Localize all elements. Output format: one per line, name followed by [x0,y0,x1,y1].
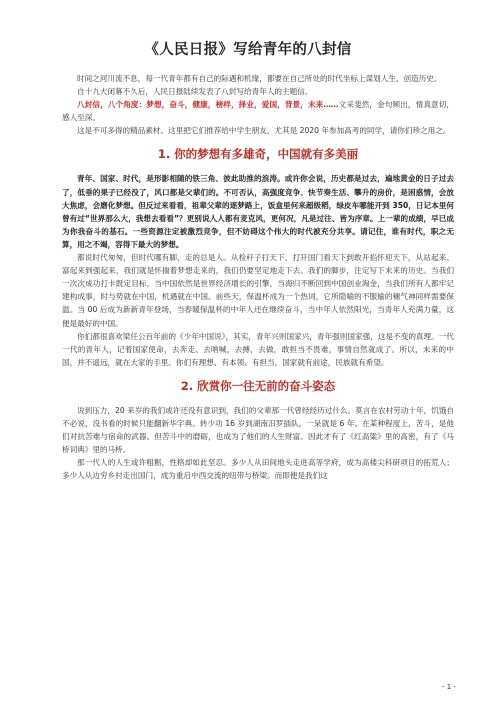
section-heading-2: 2. 欣赏你一往无前的奋斗姿态 [180,378,336,393]
section-2-paragraph-2: 那一代人的人生或许粗粝，性格却如此坚忍。多少人从田间地头走进高等学府，成为高楼尖科研项目的拓荒人；多少人从边穷乡村走出国门，成为重启中西交流的纽带与桥梁。而即便是我们这 [62,458,454,481]
highlight-paragraph [62,98,454,124]
document-body [62,72,454,482]
document-title: 《人民日报》写给青年的八封信 [144,42,352,58]
section-heading-1: 1. 你的梦想有多雄奇，中国就有多美丽 [157,147,359,162]
page-number: - 1 - [442,683,456,691]
intro-paragraph-2: 自十九大闭幕不久后，人民日报陆续发表了八封写给青年人的主题信。 [77,87,313,97]
intro-closing-paragraph: 这是不可多得的精品素材。这里把它们推荐给中学生朋友，尤其是 2020 年参加高考的同学，请你们珍之用之。 [77,126,451,136]
section-1-paragraph-1: 青年、国家、时代，是形影相随的铁三角、彼此助推的浪涛。或许你会说，历史都是过去，遍地黄金的日子过去了，低垂的果子已经没了，风口都是父辈们的。不可否认，高强度竞争、快节奏生活、攀升的房价，是困惑情，会放大焦虑，会磨化梦想。但反过来看看，祖辈父辈的逐梦路上，饭盒里何来超级稻，绿皮车哪能开到 350，日记本里何曾有过“世界那么大，我想去看看”？更别说人人都有麦克风，更何况，凡是过往、皆为序章。上一辈的成绩，早已成为你我奋斗的基石。一些资源注定被激烈竞争，但不妨碍这个伟大的时代被充分共享。请记住，谁有时代，职之无算，用之不竭，容得下最大的梦想。 [62,174,454,249]
highlight-red-text: 八封信，八个角度：梦想，奋斗，健康，榜样，择业，爱国，背景，未来…… [77,100,339,110]
intro-paragraph-1: 时间之河川流不息，每一代青年都有自己的际遇和机缘，都要在自己所处的时代坐标上谋划人生、创造历史。 [77,74,442,83]
section-1-paragraph-3: 你们都很喜欢梁任公百年前的《少年中国说》，其实，青年兴则国家兴，青年强则国家强，这是不变的真理。一代一代的青年人，记着国家使命，去奔走、去呐喊，去搏，去做，敢担当不畏难，事情自然就成了。所以，未来的中国，并不遥远，就在大家的手里。你们有理想、有本领、有担当，国家就有前途，民族就有希望。 [62,331,454,367]
highlight-rest-text: 文采斐然，金句频出，情真意切，感人至深。 [62,100,455,123]
section-2-paragraph-1: 说到压力，20 来岁的我们或许还没有意识到，我们的父辈那一代曾经经历过什么。莫言在农村劳动十年，饥饿自不必说，没书看的时候只能翻新华字典。转少功 16 岁到湖南汨罗插队，一呆就是 6 年。在某种程度上，苦斗，是他们对抗苦难与宿命的武器。但苦斗中的磨砺，也成为了他们的人生财富。因此才有了《红高粱》里的高密，有了《马桥词典》里的马桥。 [62,405,454,455]
section-1-paragraph-2: 都说时代匆匆，但时代哪有脚，走的总是人。从检秆子打天下、打开国门看天下到敢开掐怀迎天下，从站起来、富起来到强起来，我们就是怀揣着梦想走来的，我们仍要坚定地走下去。我们的脚步，注定写下未来的历史。当我们一次次成功打卡既定目标，当中国依然是世界经济增长的引擎，当海归不断回到中国创业淘金，当我们所有人都牢记建构成事，时与势就在中国，机遇就在中国。前些天，保温杯成为一个热词，它所隐喻的不服输的穗气神同样需要保温。当 00 后成为新新青年登场，当春暖保温杯的中年人还在继续奋斗，当中年人依然阳光，当青年人充满力量，这便是最好的中国。 [62,253,454,328]
